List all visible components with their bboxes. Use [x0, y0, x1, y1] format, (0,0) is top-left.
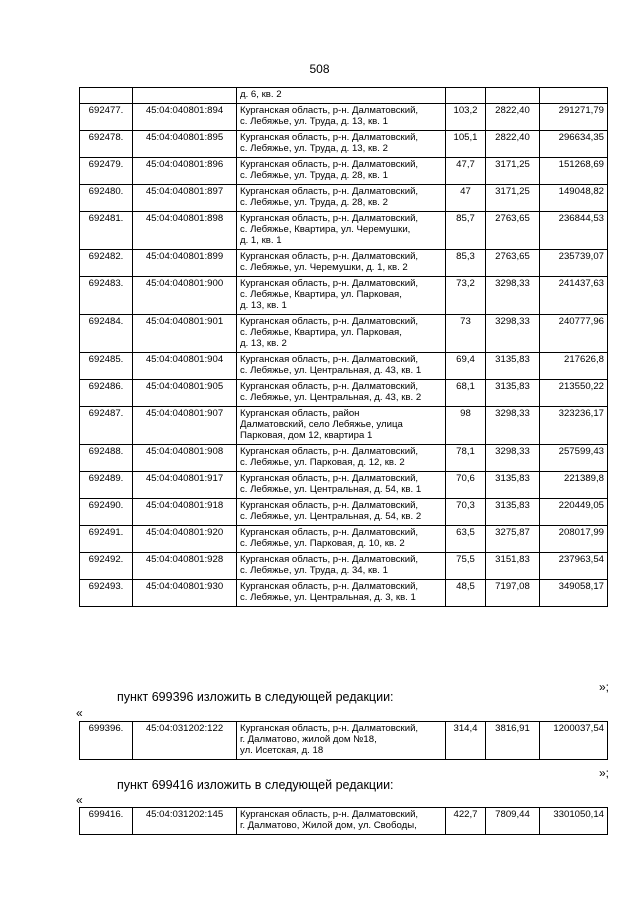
address-cell [237, 526, 446, 553]
specific-value-cell: 2822,40 [486, 131, 540, 158]
table-row [80, 104, 608, 131]
cadastral-value-cell: 151268,69 [540, 158, 608, 185]
table-row [80, 472, 608, 499]
area-cell: 103,2 [446, 104, 486, 131]
address-line: с. Лебяжье, ул. Черемушки, д. 1, кв. 2 [240, 262, 408, 273]
cadastral-value-cell: 235739,07 [540, 250, 608, 277]
area-cell: 47,7 [446, 158, 486, 185]
table-row [80, 250, 608, 277]
address-line: Курганская область, р-н. Далматовский, [240, 473, 419, 484]
address-line: Курганская область, р-н. Далматовский, [240, 381, 419, 392]
table-row [80, 158, 608, 185]
table-row [80, 445, 608, 472]
area-cell: 98 [446, 407, 486, 445]
area-cell: 85,3 [446, 250, 486, 277]
address-line: с. Лебяжье, ул. Центральная, д. 43, кв. 2 [240, 392, 422, 403]
address-cell [237, 580, 446, 607]
amendment-paragraph: пункт 699416 изложить в следующей редакции: [117, 778, 394, 792]
area-cell: 47 [446, 185, 486, 212]
specific-value-cell: 3298,33 [486, 315, 540, 353]
area-cell: 70,6 [446, 472, 486, 499]
cadastral-value-cell: 323236,17 [540, 407, 608, 445]
table-row [80, 131, 608, 158]
address-line: с. Лебяжье, ул. Центральная, д. 3, кв. 1 [240, 592, 416, 603]
closing-quote: »; [598, 766, 609, 780]
row-number-cell: 692485. [80, 353, 133, 380]
specific-value-cell [486, 88, 540, 104]
address-line: Курганская область, р-н. Далматовский, [240, 554, 419, 565]
address-cell [237, 808, 446, 835]
specific-value-cell: 2822,40 [486, 104, 540, 131]
row-number-cell: 692491. [80, 526, 133, 553]
cadastral-number-cell [133, 88, 237, 104]
address-line: с. Лебяжье, ул. Парковая, д. 10, кв. 2 [240, 538, 405, 549]
address-line: с. Лебяжье, ул. Труда, д. 13, кв. 1 [240, 116, 388, 127]
specific-value-cell: 3171,25 [486, 158, 540, 185]
opening-quote: « [76, 793, 83, 807]
area-cell: 48,5 [446, 580, 486, 607]
cadastral-value-cell: 349058,17 [540, 580, 608, 607]
specific-value-cell: 2763,65 [486, 250, 540, 277]
cadastral-number-cell: 45:04:040801:918 [133, 499, 237, 526]
area-cell: 85,7 [446, 212, 486, 250]
address-line: Курганская область, р-н. Далматовский, [240, 723, 419, 734]
cadastral-number-cell: 45:04:031202:122 [133, 722, 237, 760]
table-row [80, 808, 608, 835]
address-cell [237, 380, 446, 407]
specific-value-cell: 3135,83 [486, 472, 540, 499]
cadastral-value-cell: 220449,05 [540, 499, 608, 526]
address-cell [237, 407, 446, 445]
amendment-table [79, 721, 608, 760]
cadastral-value-cell: 208017,99 [540, 526, 608, 553]
specific-value-cell: 3298,33 [486, 407, 540, 445]
address-line: г. Далматово, Жилой дом, ул. Свободы, [240, 820, 417, 831]
address-cell [237, 158, 446, 185]
address-line: Курганская область, р-н. Далматовский, [240, 446, 419, 457]
cadastral-number-cell: 45:04:040801:920 [133, 526, 237, 553]
cadastral-number-cell: 45:04:040801:896 [133, 158, 237, 185]
row-number-cell: 692486. [80, 380, 133, 407]
table-row [80, 407, 608, 445]
cadastral-number-cell: 45:04:040801:900 [133, 277, 237, 315]
cadastral-number-cell: 45:04:040801:897 [133, 185, 237, 212]
address-line: д. 1, кв. 1 [240, 235, 282, 246]
cadastral-value-cell: 221389,8 [540, 472, 608, 499]
address-line: Курганская область, р-н. Далматовский, [240, 581, 419, 592]
address-line: Курганская область, район [240, 408, 360, 419]
table-row [80, 553, 608, 580]
address-cell [237, 445, 446, 472]
row-number-cell: 692489. [80, 472, 133, 499]
address-line: с. Лебяжье, ул. Парковая, д. 12, кв. 2 [240, 457, 405, 468]
amendment-paragraph: пункт 699396 изложить в следующей редакции: [117, 690, 394, 704]
cadastral-number-cell: 45:04:031202:145 [133, 808, 237, 835]
table-row [80, 88, 608, 104]
area-cell: 73,2 [446, 277, 486, 315]
address-cell [237, 315, 446, 353]
address-cell [237, 250, 446, 277]
table-row [80, 526, 608, 553]
row-number-cell: 692483. [80, 277, 133, 315]
address-line: с. Лебяжье, Квартира, ул. Парковая, [240, 327, 402, 338]
address-line: д. 13, кв. 2 [240, 338, 287, 349]
amendment-table [79, 807, 608, 835]
area-cell: 422,7 [446, 808, 486, 835]
row-number-cell: 692480. [80, 185, 133, 212]
table-row [80, 353, 608, 380]
address-line: Курганская область, р-н. Далматовский, [240, 186, 419, 197]
cadastral-value-cell: 236844,53 [540, 212, 608, 250]
address-line: с. Лебяжье, ул. Труда, д. 28, кв. 1 [240, 170, 388, 181]
area-cell: 63,5 [446, 526, 486, 553]
address-line: Парковая, дом 12, квартира 1 [240, 430, 373, 441]
address-line: г. Далматово, жилой дом №18, [240, 734, 377, 745]
registry-table [79, 87, 608, 607]
closing-quote: »; [598, 680, 609, 694]
address-line: с. Лебяжье, ул. Центральная, д. 43, кв. 1 [240, 365, 422, 376]
row-number-cell: 692477. [80, 104, 133, 131]
cadastral-value-cell: 257599,43 [540, 445, 608, 472]
row-number-cell: 692487. [80, 407, 133, 445]
cadastral-number-cell: 45:04:040801:928 [133, 553, 237, 580]
row-number-cell [80, 88, 133, 104]
address-line: Курганская область, р-н. Далматовский, [240, 527, 419, 538]
row-number-cell: 692493. [80, 580, 133, 607]
cadastral-number-cell: 45:04:040801:917 [133, 472, 237, 499]
table-row [80, 315, 608, 353]
area-cell: 73 [446, 315, 486, 353]
table-row [80, 185, 608, 212]
area-cell: 314,4 [446, 722, 486, 760]
cadastral-value-cell: 213550,22 [540, 380, 608, 407]
row-number-cell: 692478. [80, 131, 133, 158]
area-cell: 69,4 [446, 353, 486, 380]
table-row [80, 212, 608, 250]
row-number-cell: 692492. [80, 553, 133, 580]
specific-value-cell: 2763,65 [486, 212, 540, 250]
area-cell: 70,3 [446, 499, 486, 526]
address-line: д. 13, кв. 1 [240, 300, 287, 311]
address-line: с. Лебяжье, ул. Труда, д. 28, кв. 2 [240, 197, 388, 208]
specific-value-cell: 3135,83 [486, 499, 540, 526]
cadastral-number-cell: 45:04:040801:907 [133, 407, 237, 445]
cadastral-value-cell: 1200037,54 [540, 722, 608, 760]
address-cell [237, 185, 446, 212]
cadastral-number-cell: 45:04:040801:901 [133, 315, 237, 353]
page-number: 508 [309, 62, 330, 76]
specific-value-cell: 3151,83 [486, 553, 540, 580]
address-line: Курганская область, р-н. Далматовский, [240, 132, 419, 143]
area-cell [446, 88, 486, 104]
specific-value-cell: 7809,44 [486, 808, 540, 835]
address-cell [237, 88, 446, 104]
area-cell: 105,1 [446, 131, 486, 158]
address-cell [237, 104, 446, 131]
address-cell [237, 212, 446, 250]
area-cell: 75,5 [446, 553, 486, 580]
table-row [80, 499, 608, 526]
cadastral-number-cell: 45:04:040801:898 [133, 212, 237, 250]
address-cell [237, 553, 446, 580]
address-line: Курганская область, р-н. Далматовский, [240, 278, 419, 289]
cadastral-number-cell: 45:04:040801:895 [133, 131, 237, 158]
address-cell [237, 499, 446, 526]
address-line: Курганская область, р-н. Далматовский, [240, 500, 419, 511]
specific-value-cell: 3298,33 [486, 445, 540, 472]
cadastral-number-cell: 45:04:040801:930 [133, 580, 237, 607]
row-number-cell: 699416. [80, 808, 133, 835]
address-line: Курганская область, р-н. Далматовский, [240, 213, 419, 224]
cadastral-value-cell: 3301050,14 [540, 808, 608, 835]
area-cell: 68,1 [446, 380, 486, 407]
address-cell [237, 131, 446, 158]
row-number-cell: 699396. [80, 722, 133, 760]
specific-value-cell: 3171,25 [486, 185, 540, 212]
cadastral-value-cell: 296634,35 [540, 131, 608, 158]
cadastral-value-cell: 240777,96 [540, 315, 608, 353]
address-line: Курганская область, р-н. Далматовский, [240, 354, 419, 365]
address-line: Далматовский, село Лебяжье, улица [240, 419, 403, 430]
address-cell [237, 722, 446, 760]
cadastral-value-cell: 291271,79 [540, 104, 608, 131]
address-line: Курганская область, р-н. Далматовский, [240, 159, 419, 170]
cadastral-number-cell: 45:04:040801:908 [133, 445, 237, 472]
address-line: Курганская область, р-н. Далматовский, [240, 105, 419, 116]
specific-value-cell: 3275,87 [486, 526, 540, 553]
address-line: с. Лебяжье, Квартира, ул. Черемушки, [240, 224, 411, 235]
table-row [80, 277, 608, 315]
cadastral-value-cell [540, 88, 608, 104]
cadastral-value-cell: 237963,54 [540, 553, 608, 580]
row-number-cell: 692479. [80, 158, 133, 185]
cadastral-number-cell: 45:04:040801:904 [133, 353, 237, 380]
address-cell [237, 472, 446, 499]
row-number-cell: 692484. [80, 315, 133, 353]
row-number-cell: 692490. [80, 499, 133, 526]
cadastral-number-cell: 45:04:040801:894 [133, 104, 237, 131]
cadastral-number-cell: 45:04:040801:899 [133, 250, 237, 277]
row-number-cell: 692481. [80, 212, 133, 250]
table-row [80, 722, 608, 760]
opening-quote: « [76, 706, 83, 720]
area-cell: 78,1 [446, 445, 486, 472]
address-line: Курганская область, р-н. Далматовский, [240, 809, 419, 820]
address-line: с. Лебяжье, ул. Труда, д. 34, кв. 1 [240, 565, 388, 576]
address-cell [237, 353, 446, 380]
row-number-cell: 692482. [80, 250, 133, 277]
cadastral-value-cell: 149048,82 [540, 185, 608, 212]
table-row [80, 580, 608, 607]
specific-value-cell: 7197,08 [486, 580, 540, 607]
cadastral-value-cell: 217626,8 [540, 353, 608, 380]
address-line: Курганская область, р-н. Далматовский, [240, 316, 419, 327]
row-number-cell: 692488. [80, 445, 133, 472]
specific-value-cell: 3135,83 [486, 380, 540, 407]
address-line: с. Лебяжье, ул. Центральная, д. 54, кв. 1 [240, 484, 422, 495]
cadastral-number-cell: 45:04:040801:905 [133, 380, 237, 407]
table-row [80, 380, 608, 407]
address-line: д. 6, кв. 2 [240, 89, 282, 100]
specific-value-cell: 3298,33 [486, 277, 540, 315]
address-line: ул. Исетская, д. 18 [240, 745, 324, 756]
cadastral-value-cell: 241437,63 [540, 277, 608, 315]
address-line: Курганская область, р-н. Далматовский, [240, 251, 419, 262]
specific-value-cell: 3135,83 [486, 353, 540, 380]
address-line: с. Лебяжье, ул. Центральная, д. 54, кв. 2 [240, 511, 422, 522]
specific-value-cell: 3816,91 [486, 722, 540, 760]
address-cell [237, 277, 446, 315]
address-line: с. Лебяжье, ул. Труда, д. 13, кв. 2 [240, 143, 388, 154]
address-line: с. Лебяжье, Квартира, ул. Парковая, [240, 289, 402, 300]
